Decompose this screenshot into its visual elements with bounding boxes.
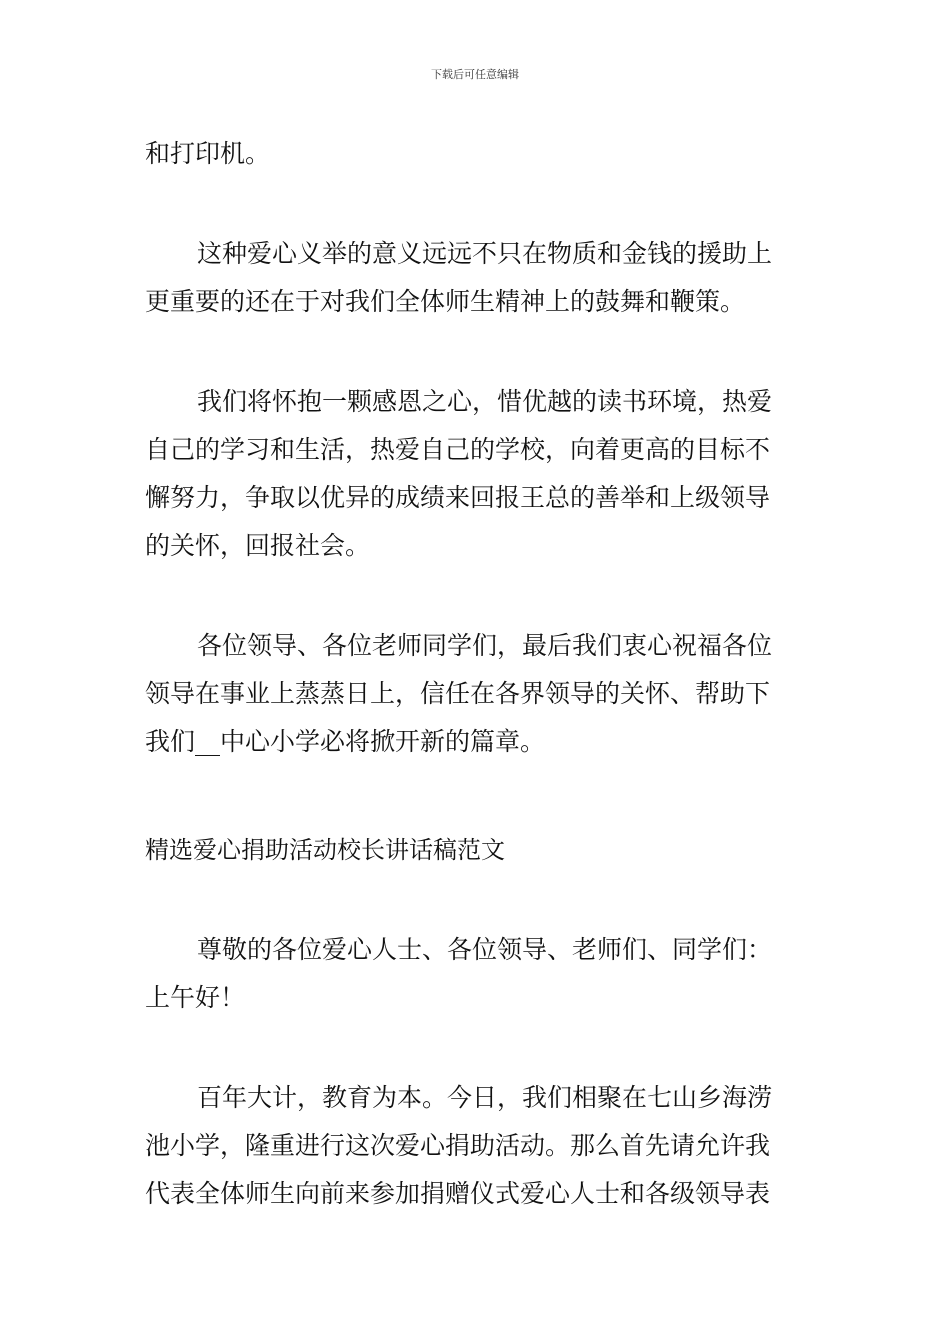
paragraph [145,230,807,326]
paragraph [145,926,807,1022]
text-line: 尊敬的各位爱心人士、各位领导、老师们、同学们： [197,935,773,964]
paragraph [145,1074,807,1218]
text-line: 自己的学习和生活，热爱自己的学校，向着更高的目标不 [145,435,771,464]
text-line: 代表全体师生向前来参加捐赠仪式爱心人士和各级领导表 [145,1179,771,1208]
section-title [145,826,807,874]
text-line: 我们__中心小学必将掀开新的篇章。 [145,727,546,756]
text-line: 领导在事业上蒸蒸日上，信任在各界领导的关怀、帮助下 [145,679,771,708]
text-line: 百年大计，教育为本。今日，我们相聚在七山乡海涝 [197,1083,773,1112]
text-line: 懈努力，争取以优异的成绩来回报王总的善举和上级领导 [145,483,771,512]
paragraph [145,130,807,178]
page-header: 下载后可任意编辑 [431,68,519,81]
document-body [145,130,807,1218]
text-line: 上午好！ [145,983,246,1012]
text-line: 我们将怀抱一颗感恩之心，惜优越的读书环境，热爱 [197,387,773,416]
text-line: 各位领导、各位老师同学们，最后我们衷心祝福各位 [197,631,773,660]
text-line: 和打印机。 [145,139,271,168]
text-line: 这种爱心义举的意义远远不只在物质和金钱的援助上 [197,239,773,268]
text-line: 的关怀，回报社会。 [145,531,371,560]
paragraph [145,378,807,570]
text-line: 池小学，隆重进行这次爱心捐助活动。那么首先请允许我 [145,1131,771,1160]
paragraph [145,622,807,766]
section-title-text: 精选爱心捐助活动校长讲话稿范文 [145,836,505,864]
text-line: 更重要的还在于对我们全体师生精神上的鼓舞和鞭策。 [145,287,746,316]
